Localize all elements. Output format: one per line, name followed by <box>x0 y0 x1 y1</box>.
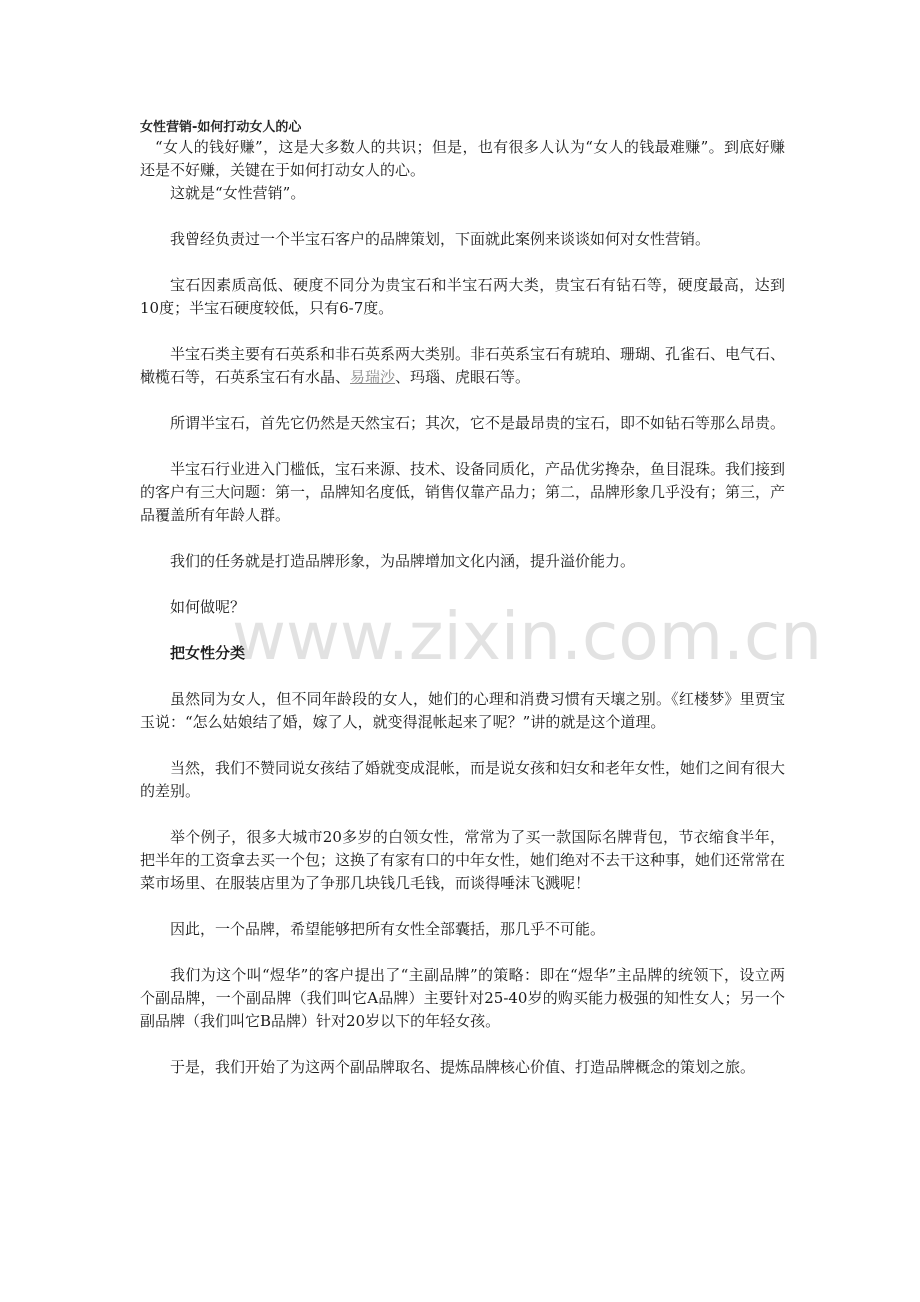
paragraph: 举个例子，很多大城市20多岁的白领女性，常常为了买一款国际名牌背包，节衣缩食半年，把半年的工资拿去买一个包；这换了有家有口的中年女性，她们绝对不去干这种事，她们还常常在菜市场里、在服装店里为了争那几块钱几毛钱，而谈得唾沫飞溅呢！ <box>140 828 786 892</box>
watermark: www.zixin.com.cn <box>232 598 823 675</box>
paragraph: 我们的任务就是打造品牌形象，为品牌增加文化内涵，提升溢价能力。 <box>170 552 636 570</box>
paragraph: 虽然同为女人，但不同年龄段的女人，她们的心理和消费习惯有天壤之别。《红楼梦》里贾宝玉说：“怎么姑娘结了婚，嫁了人，就变得混帐起来了呢？”讲的就是这个道理。 <box>140 690 785 731</box>
paragraph: 宝石因素质高低、硬度不同分为贵宝石和半宝石两大类，贵宝石有钻石等，硬度最高，达到10度；半宝石硬度较低，只有6-7度。 <box>140 276 785 317</box>
inline-link[interactable]: 易瑞沙 <box>350 368 396 386</box>
paragraph-text: 、玛瑙、虎眼石等。 <box>395 368 531 386</box>
paragraph: 所谓半宝石，首先它仍然是天然宝石；其次，它不是最昂贵的宝石，即不如钻石等那么昂贵。 <box>170 414 786 432</box>
document-body <box>140 136 785 1079</box>
document-title: 女性营销-如何打动女人的心 <box>140 120 302 135</box>
paragraph: 当然，我们不赞同说女孩结了婚就变成混帐，而是说女孩和妇女和老年女性，她们之间有很大的差别。 <box>140 759 786 800</box>
paragraph: 因此，一个品牌，希望能够把所有女性全部囊括，那几乎不可能。 <box>170 920 606 938</box>
paragraph: 我曾经负责过一个半宝石客户的品牌策划，下面就此案例来谈谈如何对女性营销。 <box>170 230 711 248</box>
paragraph-with-link <box>140 343 785 389</box>
paragraph: 于是，我们开始了为这两个副品牌取名、提炼品牌核心价值、打造品牌概念的策划之旅。 <box>170 1058 756 1076</box>
paragraph: 如何做呢？ <box>170 598 246 616</box>
paragraph: 这就是“女性营销”。 <box>170 184 306 202</box>
section-heading: 把女性分类 <box>170 644 246 662</box>
paragraph: 半宝石行业进入门槛低，宝石来源、技术、设备同质化，产品优劣搀杂，鱼目混珠。我们接到的客户有三大问题：第一，品牌知名度低，销售仅靠产品力；第二，品牌形象几乎没有；第三，产品覆盖所有年龄人群。 <box>140 460 786 524</box>
paragraph-text: 半宝石类主要有石英系和非石英系两大类别。非石英系宝石有琥珀、珊瑚、孔雀石、电气石、橄榄石等，石英系宝石有水晶、 <box>140 345 786 386</box>
paragraph: 我们为这个叫“煜华”的客户提出了“主副品牌”的策略：即在“煜华”主品牌的统领下，设立两个副品牌，一个副品牌（我们叫它A品牌）主要针对25-40岁的购买能力极强的知性女人；另一个副品牌（我们叫它B品牌）针对20岁以下的年轻女孩。 <box>140 966 785 1030</box>
paragraph-intro: “女人的钱好赚”，这是大多数人的共识；但是，也有很多人认为“女人的钱最难赚”。到底好赚还是不好赚，关键在于如何打动女人的心。 <box>140 138 785 179</box>
